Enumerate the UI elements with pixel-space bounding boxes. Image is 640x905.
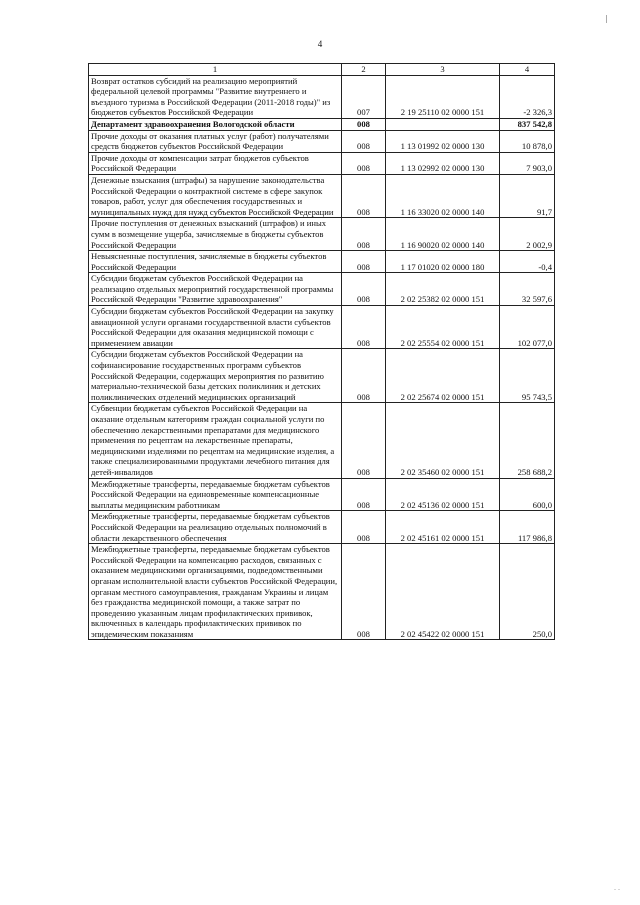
row-budget-code-cell: 1 16 90020 02 0000 140 — [386, 218, 500, 251]
row-name-cell: Прочие доходы от оказания платных услуг (работ) получателями средств бюджетов субъектов Российской Федерации — [89, 130, 342, 152]
column-number-2: 2 — [342, 64, 386, 76]
row-budget-code-cell: 2 02 25382 02 0000 151 — [386, 273, 500, 306]
row-budget-code-cell: 2 02 45422 02 0000 151 — [386, 544, 500, 640]
table-row — [89, 75, 555, 118]
row-admin-code-cell: 007 — [342, 75, 386, 118]
row-name-cell: Субсидии бюджетам субъектов Российской Федерации на реализацию отдельных мероприятий государственной программы Российской Федерации "Развитие здравоохранения" — [89, 273, 342, 306]
row-budget-code-cell: 1 17 01020 02 0000 180 — [386, 251, 500, 273]
column-number-4: 4 — [500, 64, 555, 76]
table-row — [89, 118, 555, 130]
row-admin-code-cell: 008 — [342, 349, 386, 403]
row-amount-cell: 250,0 — [500, 544, 555, 640]
table-row — [89, 306, 555, 349]
row-admin-code-cell: 008 — [342, 306, 386, 349]
column-number-row — [89, 64, 555, 76]
scan-mark-bottom: . . — [614, 883, 620, 892]
table-row — [89, 273, 555, 306]
row-budget-code-cell — [386, 118, 500, 130]
row-amount-cell: 95 743,5 — [500, 349, 555, 403]
row-name-cell: Невыясненные поступления, зачисляемые в бюджеты субъектов Российской Федерации — [89, 251, 342, 273]
row-name-cell: Субсидии бюджетам субъектов Российской Федерации на закупку авиационной услуги органами государственной власти субъектов Российской Федерации для оказания медицинской помощи с применением авиации — [89, 306, 342, 349]
row-name-cell: Субвенции бюджетам субъектов Российской Федерации на оказание отдельным категориям граждан социальной услуги по обеспечению лекарственными препаратами для медицинского применения по рецептам на лекарственные препараты, медицинскими изделиями по рецептам на медицинские изделия, а также специализированными продуктами лечебного питания для детей-инвалидов — [89, 403, 342, 478]
row-admin-code-cell: 008 — [342, 152, 386, 174]
row-amount-cell: 102 077,0 — [500, 306, 555, 349]
row-admin-code-cell: 008 — [342, 403, 386, 478]
table-row — [89, 544, 555, 640]
row-name-cell: Денежные взыскания (штрафы) за нарушение законодательства Российской Федерации о контрактной системе в сфере закупок товаров, работ, услуг для обеспечения государственных и муниципальных нужд для нужд субъектов Российской Федерации — [89, 174, 342, 217]
table-row — [89, 174, 555, 217]
column-number-3: 3 — [386, 64, 500, 76]
row-name-cell: Возврат остатков субсидий на реализацию мероприятий федеральной целевой программы "Развитие внутреннего и въездного туризма в Российской Федерации (2011-2018 годы)" из бюджетов субъектов Российской Федерации — [89, 75, 342, 118]
scan-mark-top — [606, 15, 607, 23]
row-budget-code-cell: 2 02 45136 02 0000 151 — [386, 478, 500, 511]
column-number-1: 1 — [89, 64, 342, 76]
table-row — [89, 349, 555, 403]
row-budget-code-cell: 2 02 35460 02 0000 151 — [386, 403, 500, 478]
budget-revenue-table — [88, 63, 555, 640]
page-number: 4 — [317, 39, 323, 49]
row-budget-code-cell: 1 13 02992 02 0000 130 — [386, 152, 500, 174]
row-budget-code-cell: 2 02 45161 02 0000 151 — [386, 511, 500, 544]
table-row — [89, 511, 555, 544]
row-budget-code-cell: 1 16 33020 02 0000 140 — [386, 174, 500, 217]
row-amount-cell: 258 688,2 — [500, 403, 555, 478]
row-admin-code-cell: 008 — [342, 174, 386, 217]
row-amount-cell: 10 878,0 — [500, 130, 555, 152]
row-amount-cell: 91,7 — [500, 174, 555, 217]
row-name-cell: Прочие доходы от компенсации затрат бюджетов субъектов Российской Федерации — [89, 152, 342, 174]
row-admin-code-cell: 008 — [342, 478, 386, 511]
table-row — [89, 130, 555, 152]
row-admin-code-cell: 008 — [342, 273, 386, 306]
row-name-cell: Межбюджетные трансферты, передаваемые бюджетам субъектов Российской Федерации на компенсацию расходов, связанных с оказанием медицинскими организациями, подведомственными органам исполнительной власти субъектов Российской Федерации, органам местного самоуправления, гражданам Украины и лицам без гражданства медицинской помощи, а также затрат по проведению указанным лицам профилактических прививок, включенных в календарь профилактических прививок по эпидемическим показаниям — [89, 544, 342, 640]
row-admin-code-cell: 008 — [342, 544, 386, 640]
row-name-cell: Департамент здравоохранения Вологодской области — [89, 118, 342, 130]
row-admin-code-cell: 008 — [342, 511, 386, 544]
row-budget-code-cell: 1 13 01992 02 0000 130 — [386, 130, 500, 152]
row-amount-cell: 2 002,9 — [500, 218, 555, 251]
row-name-cell: Субсидии бюджетам субъектов Российской Федерации на софинансирование государственных программ субъектов Российской Федерации, содержащих мероприятия по развитию материально-технической базы детских поликлиник и детских поликлинических отделений медицинских организаций — [89, 349, 342, 403]
table-row — [89, 403, 555, 478]
table-row — [89, 152, 555, 174]
row-admin-code-cell: 008 — [342, 118, 386, 130]
table-body — [89, 75, 555, 640]
table-row — [89, 218, 555, 251]
row-amount-cell: -2 326,3 — [500, 75, 555, 118]
table-row — [89, 251, 555, 273]
row-admin-code-cell: 008 — [342, 251, 386, 273]
row-admin-code-cell: 008 — [342, 218, 386, 251]
row-amount-cell: 7 903,0 — [500, 152, 555, 174]
row-name-cell: Межбюджетные трансферты, передаваемые бюджетам субъектов Российской Федерации на реализацию отдельных полномочий в области лекарственного обеспечения — [89, 511, 342, 544]
row-amount-cell: 600,0 — [500, 478, 555, 511]
row-amount-cell: 837 542,8 — [500, 118, 555, 130]
row-amount-cell: 32 597,6 — [500, 273, 555, 306]
row-budget-code-cell: 2 02 25554 02 0000 151 — [386, 306, 500, 349]
row-budget-code-cell: 2 19 25110 02 0000 151 — [386, 75, 500, 118]
row-budget-code-cell: 2 02 25674 02 0000 151 — [386, 349, 500, 403]
row-name-cell: Межбюджетные трансферты, передаваемые бюджетам субъектов Российской Федерации на единовременные компенсационные выплаты медицинским работникам — [89, 478, 342, 511]
table-row — [89, 478, 555, 511]
row-amount-cell: -0,4 — [500, 251, 555, 273]
row-admin-code-cell: 008 — [342, 130, 386, 152]
row-name-cell: Прочие поступления от денежных взысканий (штрафов) и иных сумм в возмещение ущерба, зачисляемые в бюджеты субъектов Российской Федерации — [89, 218, 342, 251]
row-amount-cell: 117 986,8 — [500, 511, 555, 544]
